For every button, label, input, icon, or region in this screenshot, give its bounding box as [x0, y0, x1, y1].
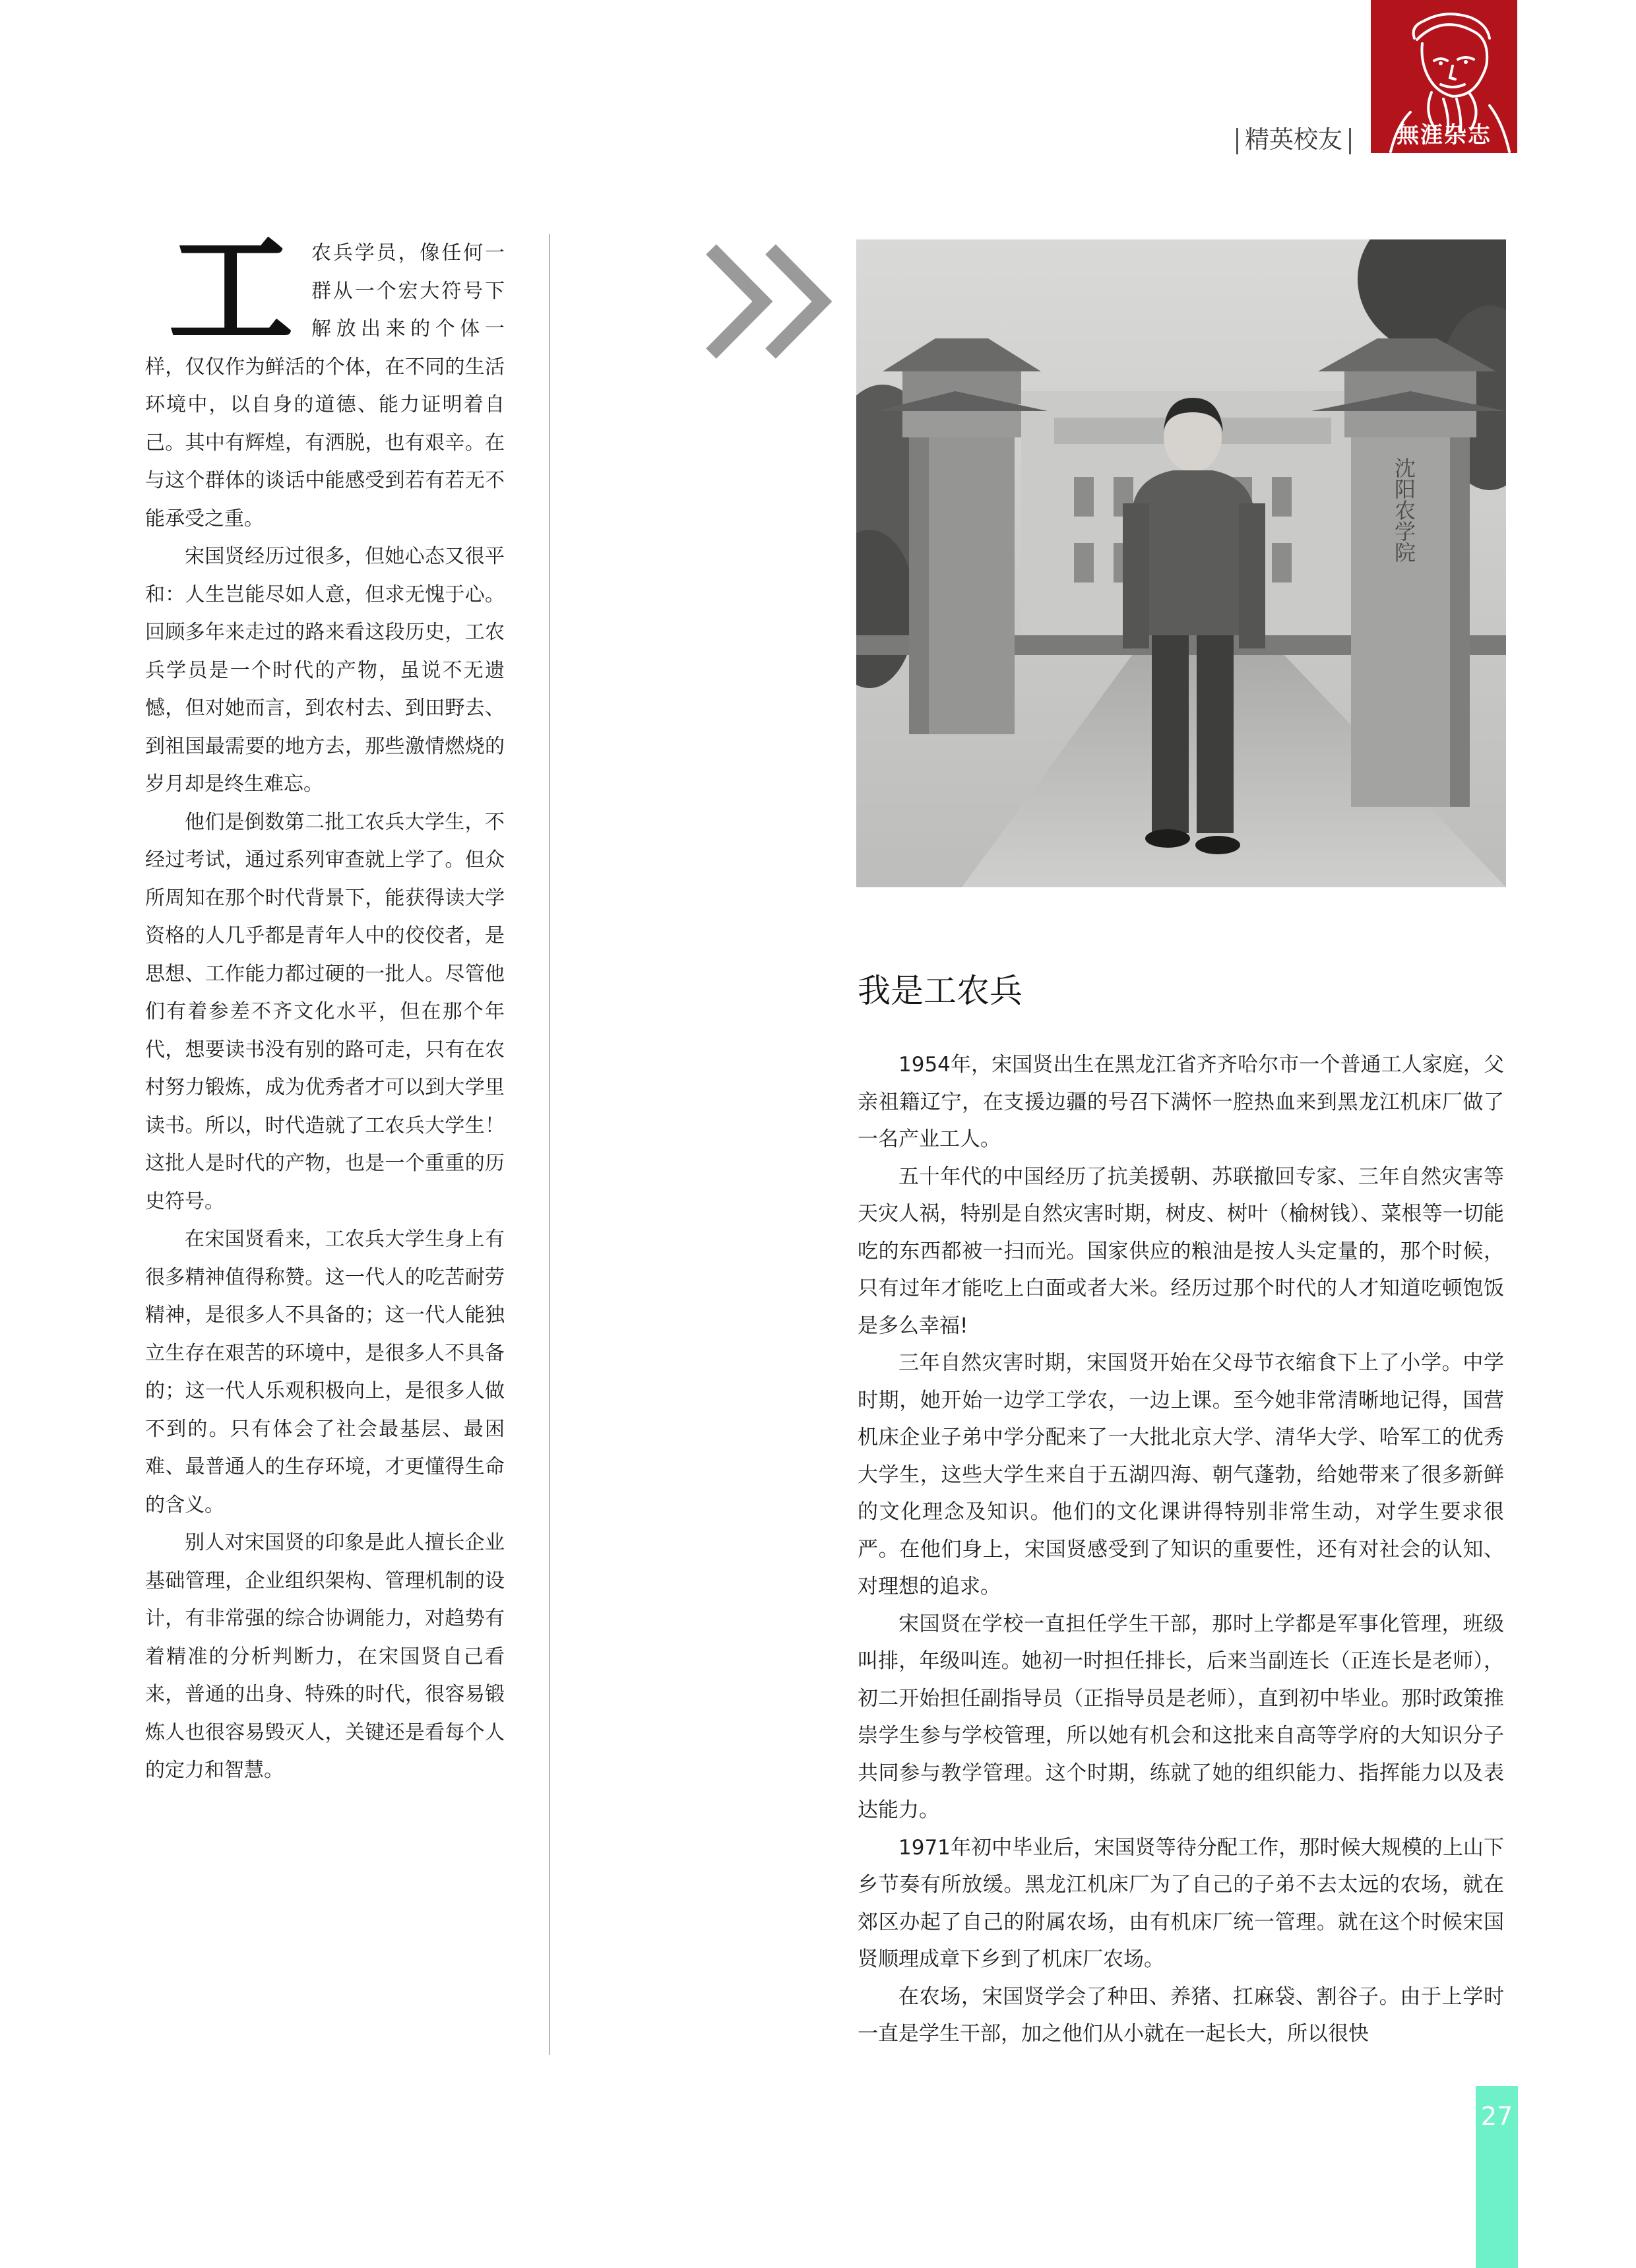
section-divider [1349, 128, 1351, 154]
gate-inscription: 沈阳农学院 [1391, 457, 1416, 563]
page-number: 27 [1480, 2102, 1513, 2131]
right-paragraph-5: 1971年初中毕业后，宋国贤等待分配工作，那时候大规模的上山下乡节奏有所放缓。黑龙江机床厂为了自己的子弟不去太远的农场，就在郊区办起了自己的附属农场，由有机床厂统一管理。就在这个时候宋国贤顺理成章下乡到了机床厂农场。 [858, 1835, 1504, 1971]
section-label [1230, 121, 1358, 158]
left-paragraph-1: 工农兵学员，像任何一群从一个宏大符号下解放出来的个体一样，仅仅作为鲜活的个体，在不同的生活环境中，以自身的道德、能力证明着自己。其中有辉煌，有洒脱，也有艰辛。在与这个群体的谈话中能感受到若有若无不能承受之重。 [145, 216, 505, 530]
column-divider [549, 234, 550, 2055]
left-paragraph-2: 宋国贤经历过很多，但她心态又很平和：人生岂能尽如人意，但求无愧于心。回顾多年来走过的路来看这段历史，工农兵学员是一个时代的产物，虽说不无遗憾，但对她而言，到农村去、到田野去、到祖国最需要的地方去，那些激情燃烧的岁月却是终生难忘。 [145, 545, 505, 796]
left-paragraph-5: 别人对宋国贤的印象是此人擅长企业基础管理，企业组织架构、管理机制的设计，有非常强的综合协调能力，对趋势有着精准的分析判断力，在宋国贤自己看来，普通的出身、特殊的时代，很容易锻炼人也很容易毁灭人，关键还是看每个人的定力和智慧。 [145, 1531, 505, 1782]
magazine-logo [1371, 0, 1517, 153]
left-paragraph-4: 在宋国贤看来，工农兵大学生身上有很多精神值得称赞。这一代人的吃苦耐劳精神，是很多人不具备的；这一代人能独立生存在艰苦的环境中，是很多人不具备的；这一代人乐观积极向上，是很多人做不到的。只有体会了社会最基层、最困难、最普通人的生存环境，才更懂得生命的含义。 [145, 1228, 505, 1517]
double-chevron-icon [705, 243, 835, 360]
right-paragraph-4: 宋国贤在学校一直担任学生干部，那时上学都是军事化管理，班级叫排，年级叫连。她初一时担任排长，后来当副连长（正连长是老师），初二开始担任副指导员（正指导员是老师），直到初中毕业。那时政策推崇学生参与学校管理，所以她有机会和这批来自高等学府的大知识分子共同参与教学管理。这个时期，练就了她的组织能力、指挥能力以及表达能力。 [858, 1612, 1504, 1822]
right-column [858, 1046, 1504, 2053]
magazine-name: 無涯杂志 [1397, 122, 1492, 148]
archival-photo [856, 239, 1506, 887]
right-paragraph-3: 三年自然灾害时期，宋国贤开始在父母节衣缩食下上了小学。中学时期，她开始一边学工学农，一边上课。至今她非常清晰地记得，国营机床企业子弟中学分配来了一大批北京大学、清华大学、哈军工的优秀大学生，这些大学生来自于五湖四海、朝气蓬勃，给她带来了很多新鲜的文化理念及知识。他们的文化课讲得特别非常生动，对学生要求很严。在他们身上，宋国贤感受到了知识的重要性，还有对社会的认知、对理想的追求。 [858, 1351, 1504, 1598]
left-paragraph-3: 他们是倒数第二批工农兵大学生，不经过考试，通过系列审查就上学了。但众所周知在那个时代背景下，能获得读大学资格的人几乎都是青年人中的佼佼者，是思想、工作能力都过硬的一批人。尽管他们有着参差不齐文化水平，但在那个年代，想要读书没有别的路可走，只有在农村努力锻炼，成为优秀者才可以到大学里读书。所以，时代造就了工农兵大学生！这批人是时代的产物，也是一个重重的历史符号。 [145, 810, 505, 1213]
page-number-tab [1476, 2086, 1518, 2268]
section-subtitle: 我是工农兵 [858, 972, 1022, 1010]
section-divider [1236, 128, 1238, 154]
right-paragraph-6: 在农场，宋国贤学会了种田、养猪、扛麻袋、割谷子。由于上学时一直是学生干部，加之他们从小就在一起长大，所以很快 [858, 1984, 1504, 2046]
drop-cap: 工 [168, 216, 294, 363]
section-title: 精英校友 [1245, 125, 1342, 154]
right-paragraph-2: 五十年代的中国经历了抗美援朝、苏联撤回专家、三年自然灾害等天灾人祸，特别是自然灾害时期，树皮、树叶（榆树钱）、菜根等一切能吃的东西都被一扫而光。国家供应的粮油是按人头定量的，那个时候，只有过年才能吃上白面或者大米。经历过那个时代的人才知道吃顿饱饭是多么幸福! [858, 1164, 1504, 1338]
left-column [145, 216, 505, 1790]
right-paragraph-1: 1954年，宋国贤出生在黑龙江省齐齐哈尔市一个普通工人家庭，父亲祖籍辽宁，在支援边疆的号召下满怀一腔热血来到黑龙江机床厂做了一名产业工人。 [858, 1053, 1504, 1151]
